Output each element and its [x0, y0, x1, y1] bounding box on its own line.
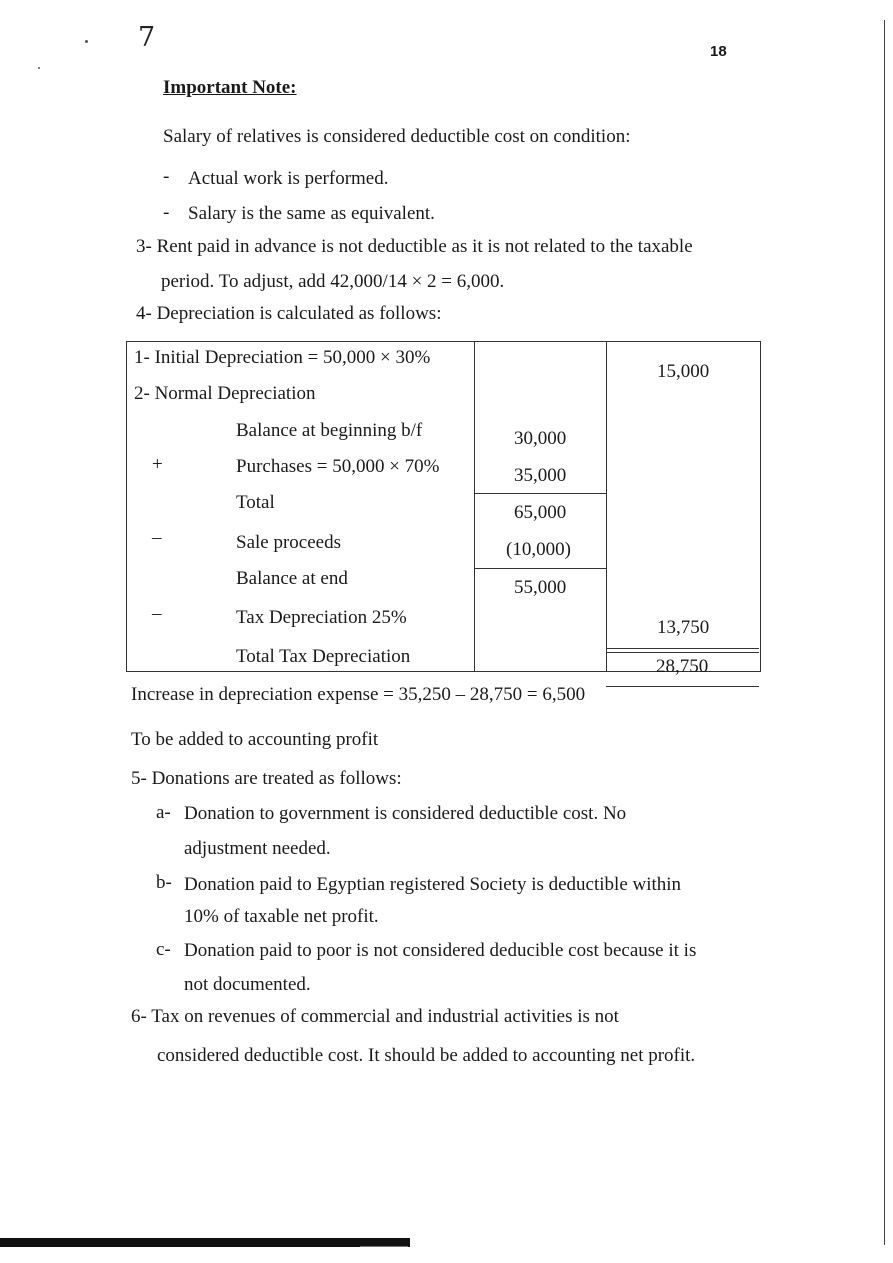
- bullet-dash: -: [163, 202, 170, 223]
- item5-a-line1: Donation to government is considered deductible cost. No: [184, 803, 627, 824]
- table-row-label: Sale proceeds: [236, 532, 341, 553]
- page-number: 18: [710, 43, 727, 60]
- table-row-mid-value: (10,000): [506, 539, 571, 560]
- table-row-mid-value: 55,000: [514, 577, 567, 598]
- item5-intro: 5- Donations are treated as follows:: [131, 768, 402, 789]
- item5-c-prefix: c-: [156, 939, 171, 960]
- item6-line1: 6- Tax on revenues of commercial and industrial activities is not: [131, 1006, 619, 1027]
- table-subtotal-rule: [474, 568, 606, 569]
- item5-b-prefix: b-: [156, 872, 172, 893]
- note-heading: Important Note:: [163, 77, 297, 98]
- handwritten-page-mark: 7: [138, 22, 156, 53]
- item3-line1: 3- Rent paid in advance is not deductible as it is not related to the taxable: [136, 236, 693, 257]
- item5-c-line1: Donation paid to poor is not considered deducible cost because it is: [184, 940, 697, 961]
- table-row-label: Total: [236, 492, 275, 513]
- table-row-label: Tax Depreciation 25%: [236, 607, 407, 628]
- table-row-sign: –: [152, 527, 162, 548]
- item3-line2: period. To adjust, add 42,000/14 × 2 = 6,000.: [161, 271, 505, 292]
- table-row-sign: +: [152, 454, 163, 475]
- normal-depreciation-label: 2- Normal Depreciation: [134, 383, 316, 404]
- item5-a-line2: adjustment needed.: [184, 838, 331, 859]
- table-row-label: Total Tax Depreciation: [236, 646, 411, 667]
- table-column-divider: [474, 341, 475, 672]
- initial-depreciation-amount: 15,000: [657, 361, 710, 382]
- scan-bottom-bar-tail: [360, 1246, 408, 1247]
- table-row-label: Purchases = 50,000 × 70%: [236, 456, 440, 477]
- table-row-sign: –: [152, 603, 162, 624]
- item5-b-line2: 10% of taxable net profit.: [184, 906, 379, 927]
- table-row-mid-value: 30,000: [514, 428, 567, 449]
- item5-b-line1: Donation paid to Egyptian registered Society is deductible within: [184, 874, 682, 895]
- scan-speck: [38, 67, 40, 69]
- table-subtotal-rule: [474, 493, 606, 494]
- to-be-added-line: To be added to accounting profit: [131, 729, 379, 750]
- note-bullet-2: Salary is the same as equivalent.: [188, 203, 435, 224]
- table-row-right-value: 28,750: [656, 656, 709, 677]
- item6-line2: considered deductible cost. It should be added to accounting net profit.: [157, 1045, 696, 1066]
- table-total-rule: [606, 648, 759, 649]
- scan-bottom-bar: [0, 1238, 410, 1247]
- item5-c-line2: not documented.: [184, 974, 311, 995]
- scan-edge-line: [884, 20, 885, 1245]
- note-intro: Salary of relatives is considered deductible cost on condition:: [163, 126, 631, 147]
- bullet-dash: -: [163, 166, 170, 187]
- table-row-mid-value: 35,000: [514, 465, 567, 486]
- item5-a-prefix: a-: [156, 802, 171, 823]
- item4-intro: 4- Depreciation is calculated as follows:: [136, 303, 442, 324]
- scan-speck: [85, 40, 88, 43]
- table-column-divider: [606, 341, 607, 672]
- table-total-rule: [606, 652, 759, 653]
- table-row-mid-value: 65,000: [514, 502, 567, 523]
- note-bullet-1: Actual work is performed.: [188, 168, 389, 189]
- table-row-label: Balance at beginning b/f: [236, 420, 423, 441]
- depreciation-increase-line: Increase in depreciation expense = 35,250 – 28,750 = 6,500: [131, 684, 586, 705]
- table-row-right-value: 13,750: [657, 617, 710, 638]
- table-row-label: Balance at end: [236, 568, 348, 589]
- table-bottom-rule: [606, 686, 759, 687]
- initial-depreciation-label: 1- Initial Depreciation = 50,000 × 30%: [134, 347, 431, 368]
